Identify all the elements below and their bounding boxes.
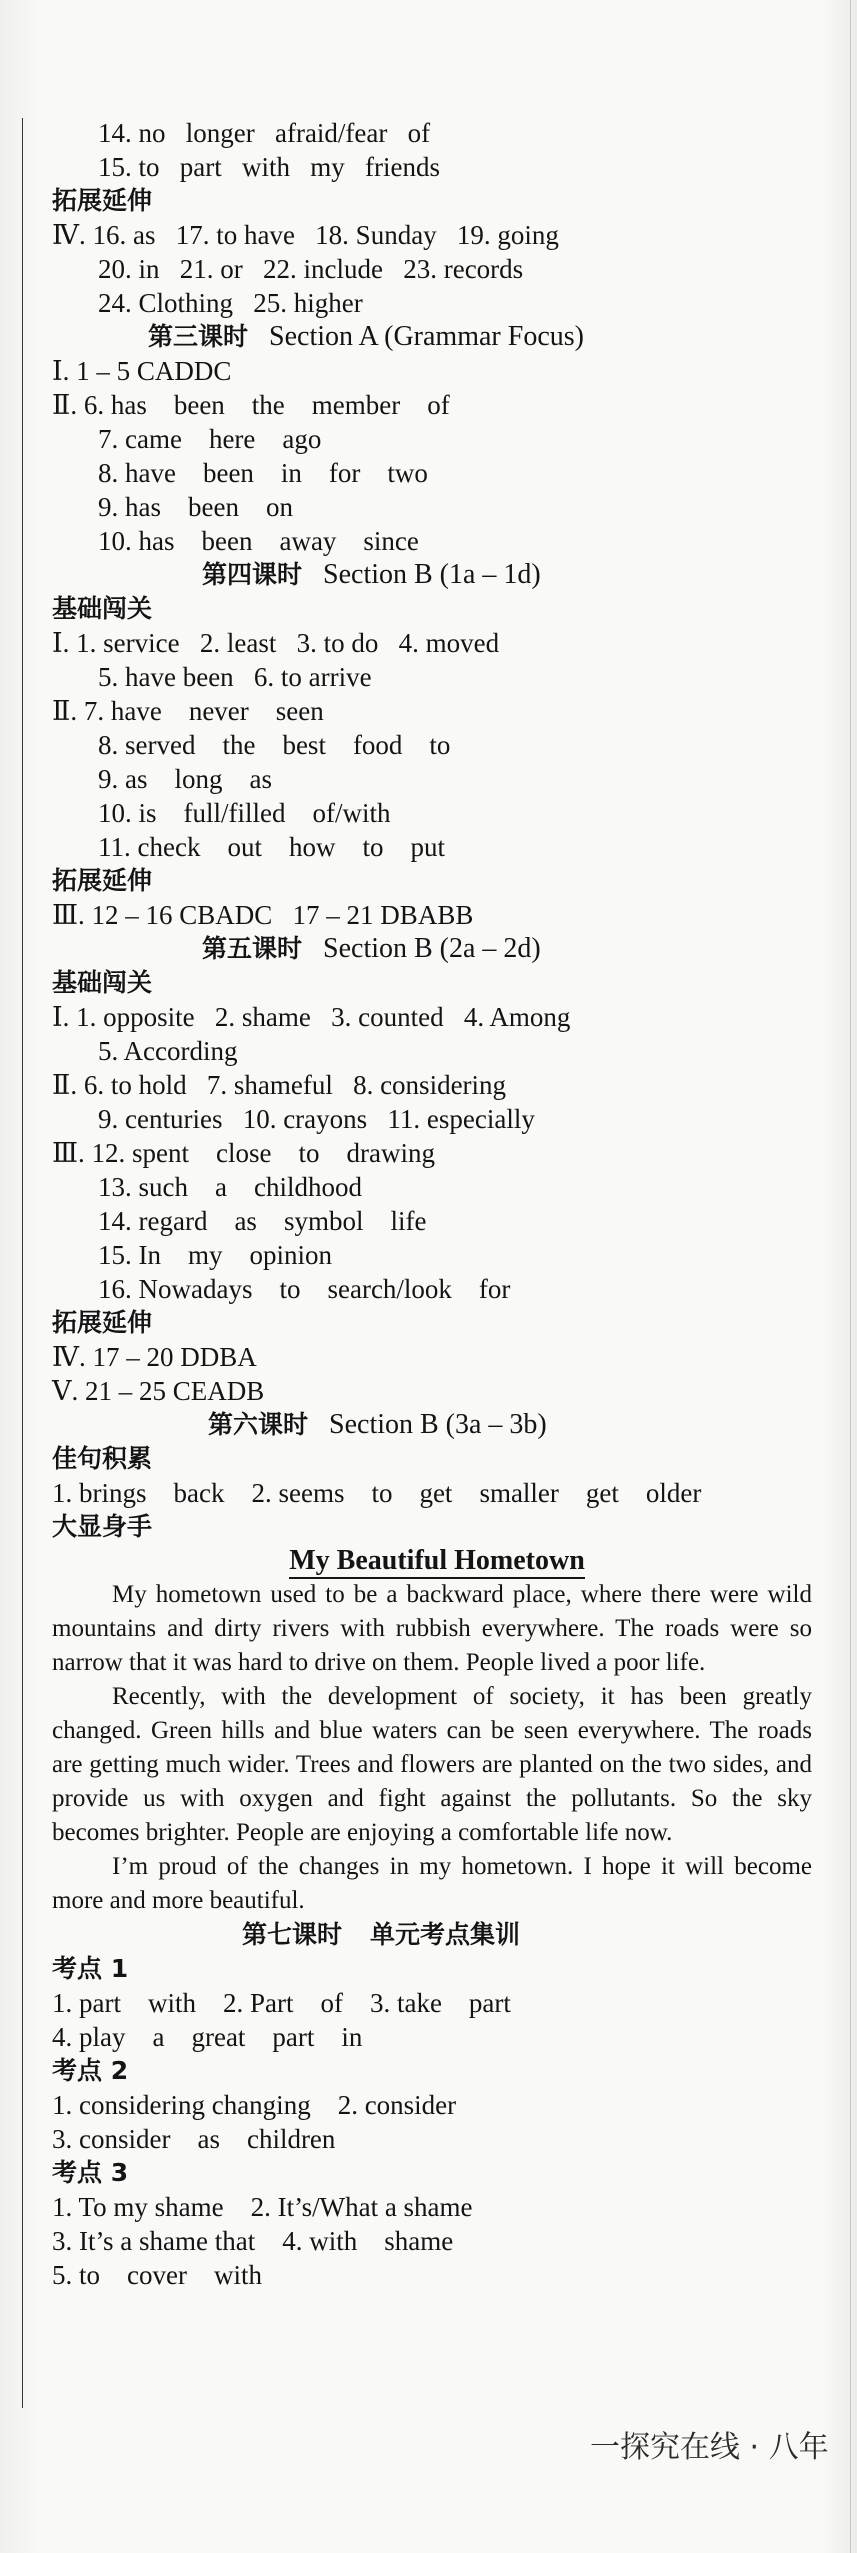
basic-label: 基础闯关 — [52, 968, 153, 997]
answer-line: 20. in 21. or 22. include 23. records — [98, 254, 524, 284]
answer-line: Ⅱ. 6. to hold 7. shameful 8. considering — [52, 1070, 507, 1100]
essay-paragraph: Recently, with the development of society, it has been greatly changed. Green hills and blue waters can be seen everywhere. The roads are getting much wider. Trees and flowers are planted on the two sides, and provide us with oxygen and fight against the pollutants. So the sky becomes brighter. People are enjoying a comfortable life now. — [52, 1683, 812, 1846]
lesson-3-cn: 第三课时 — [148, 322, 249, 351]
lesson-5-cn: 第五课时 — [202, 934, 303, 963]
answer-line: 14. regard as symbol life — [98, 1206, 427, 1236]
essay-title-text: My Beautiful Hometown — [289, 1545, 585, 1579]
lesson-5-heading — [52, 932, 812, 966]
answer-line: Ⅲ. 12. spent close to drawing — [52, 1138, 435, 1168]
answer-line: Ⅱ. 7. have never seen — [52, 696, 324, 726]
expand-label: 拓展延伸 — [52, 866, 153, 895]
answer-line: 9. as long as — [98, 764, 272, 794]
answer-line: 1. To my shame 2. It’s/What a shame — [52, 2192, 473, 2222]
essay-paragraph: My hometown used to be a backward place, where there were wild mountains and dirty rivers with rubbish everywhere. The roads were so narrow that it was hard to drive on them. People lived a poor life. — [52, 1581, 812, 1676]
sentence-label: 佳句积累 — [52, 1444, 153, 1473]
answer-line: 3. consider as children — [52, 2124, 336, 2154]
answer-line: Ⅲ. 12 – 16 CBADC 17 – 21 DBABB — [52, 900, 474, 930]
left-margin-rule — [22, 118, 23, 2408]
basic-label: 基础闯关 — [52, 594, 153, 623]
lesson-5-en: Section B (2a – 2d) — [323, 933, 541, 964]
answer-line: 16. Nowadays to search/look for — [98, 1274, 511, 1304]
right-edge-rule — [850, 0, 851, 2553]
lesson-7-heading — [52, 1918, 812, 1952]
answer-line: 5. to cover with — [52, 2260, 262, 2290]
answer-line: Ⅰ. 1 – 5 CADDC — [52, 356, 232, 386]
answer-line: 4. play a great part in — [52, 2022, 363, 2052]
answer-line: 1. considering changing 2. consider — [52, 2090, 457, 2120]
lesson-4-heading — [52, 558, 812, 592]
lesson-3-heading — [52, 320, 812, 354]
answer-line: 5. have been 6. to arrive — [98, 662, 372, 692]
answer-line: 1. brings back 2. seems to get smaller get older — [52, 1478, 702, 1508]
lesson-6-heading — [52, 1408, 812, 1442]
answer-line: 11. check out how to put — [98, 832, 445, 862]
lesson-6-cn: 第六课时 — [208, 1410, 309, 1439]
answer-line: 8. have been in for two — [98, 458, 428, 488]
point-label: 考点 3 — [52, 2158, 129, 2187]
point-label: 考点 2 — [52, 2056, 129, 2085]
answer-content — [52, 116, 812, 2292]
point-label: 考点 1 — [52, 1954, 129, 1983]
answer-line: 24. Clothing 25. higher — [98, 288, 363, 318]
answer-line: 15. In my opinion — [98, 1240, 332, 1270]
lesson-6-en: Section B (3a – 3b) — [329, 1409, 547, 1440]
answer-line: 8. served the best food to — [98, 730, 451, 760]
lesson-4-cn: 第四课时 — [202, 560, 303, 589]
answer-line: 3. It’s a shame that 4. with shame — [52, 2226, 454, 2256]
answer-line: 9. has been on — [98, 492, 293, 522]
lesson-7-cn: 第七课时 — [242, 1920, 343, 1949]
answer-line: Ⅴ. 21 – 25 CEADB — [52, 1376, 265, 1406]
show-label: 大显身手 — [52, 1512, 153, 1541]
answer-line-14: 14. no longer afraid/fear of — [98, 118, 431, 148]
expand-label: 拓展延伸 — [52, 186, 153, 215]
answer-line-15: 15. to part with my friends — [98, 152, 440, 182]
page-footer: 一探究在线 · 八年 — [590, 2430, 829, 2465]
answer-line: 1. part with 2. Part of 3. take part — [52, 1988, 511, 2018]
answer-line: 10. has been away since — [98, 526, 419, 556]
essay-title — [52, 1544, 812, 1578]
answer-line: Ⅰ. 1. opposite 2. shame 3. counted 4. Among — [52, 1002, 571, 1032]
answer-line: Ⅱ. 6. has been the member of — [52, 390, 450, 420]
lesson-4-en: Section B (1a – 1d) — [323, 559, 541, 590]
answer-line: 9. centuries 10. crayons 11. especially — [98, 1104, 535, 1134]
essay-paragraph: I’m proud of the changes in my hometown. I hope it will become more and more beautiful. — [52, 1853, 812, 1914]
lesson-3-en: Section A (Grammar Focus) — [269, 321, 584, 352]
answer-line: 7. came here ago — [98, 424, 322, 454]
answer-line: Ⅰ. 1. service 2. least 3. to do 4. moved — [52, 628, 500, 658]
answer-line: Ⅳ. 17 – 20 DDBA — [52, 1342, 257, 1372]
answer-line: 13. such a childhood — [98, 1172, 362, 1202]
answer-line-iv: Ⅳ. 16. as 17. to have 18. Sunday 19. going — [52, 220, 559, 250]
lesson-7-cn2: 单元考点集训 — [370, 1920, 521, 1949]
expand-label: 拓展延伸 — [52, 1308, 153, 1337]
answer-line: 5. According — [98, 1036, 238, 1066]
answer-line: 10. is full/filled of/with — [98, 798, 391, 828]
